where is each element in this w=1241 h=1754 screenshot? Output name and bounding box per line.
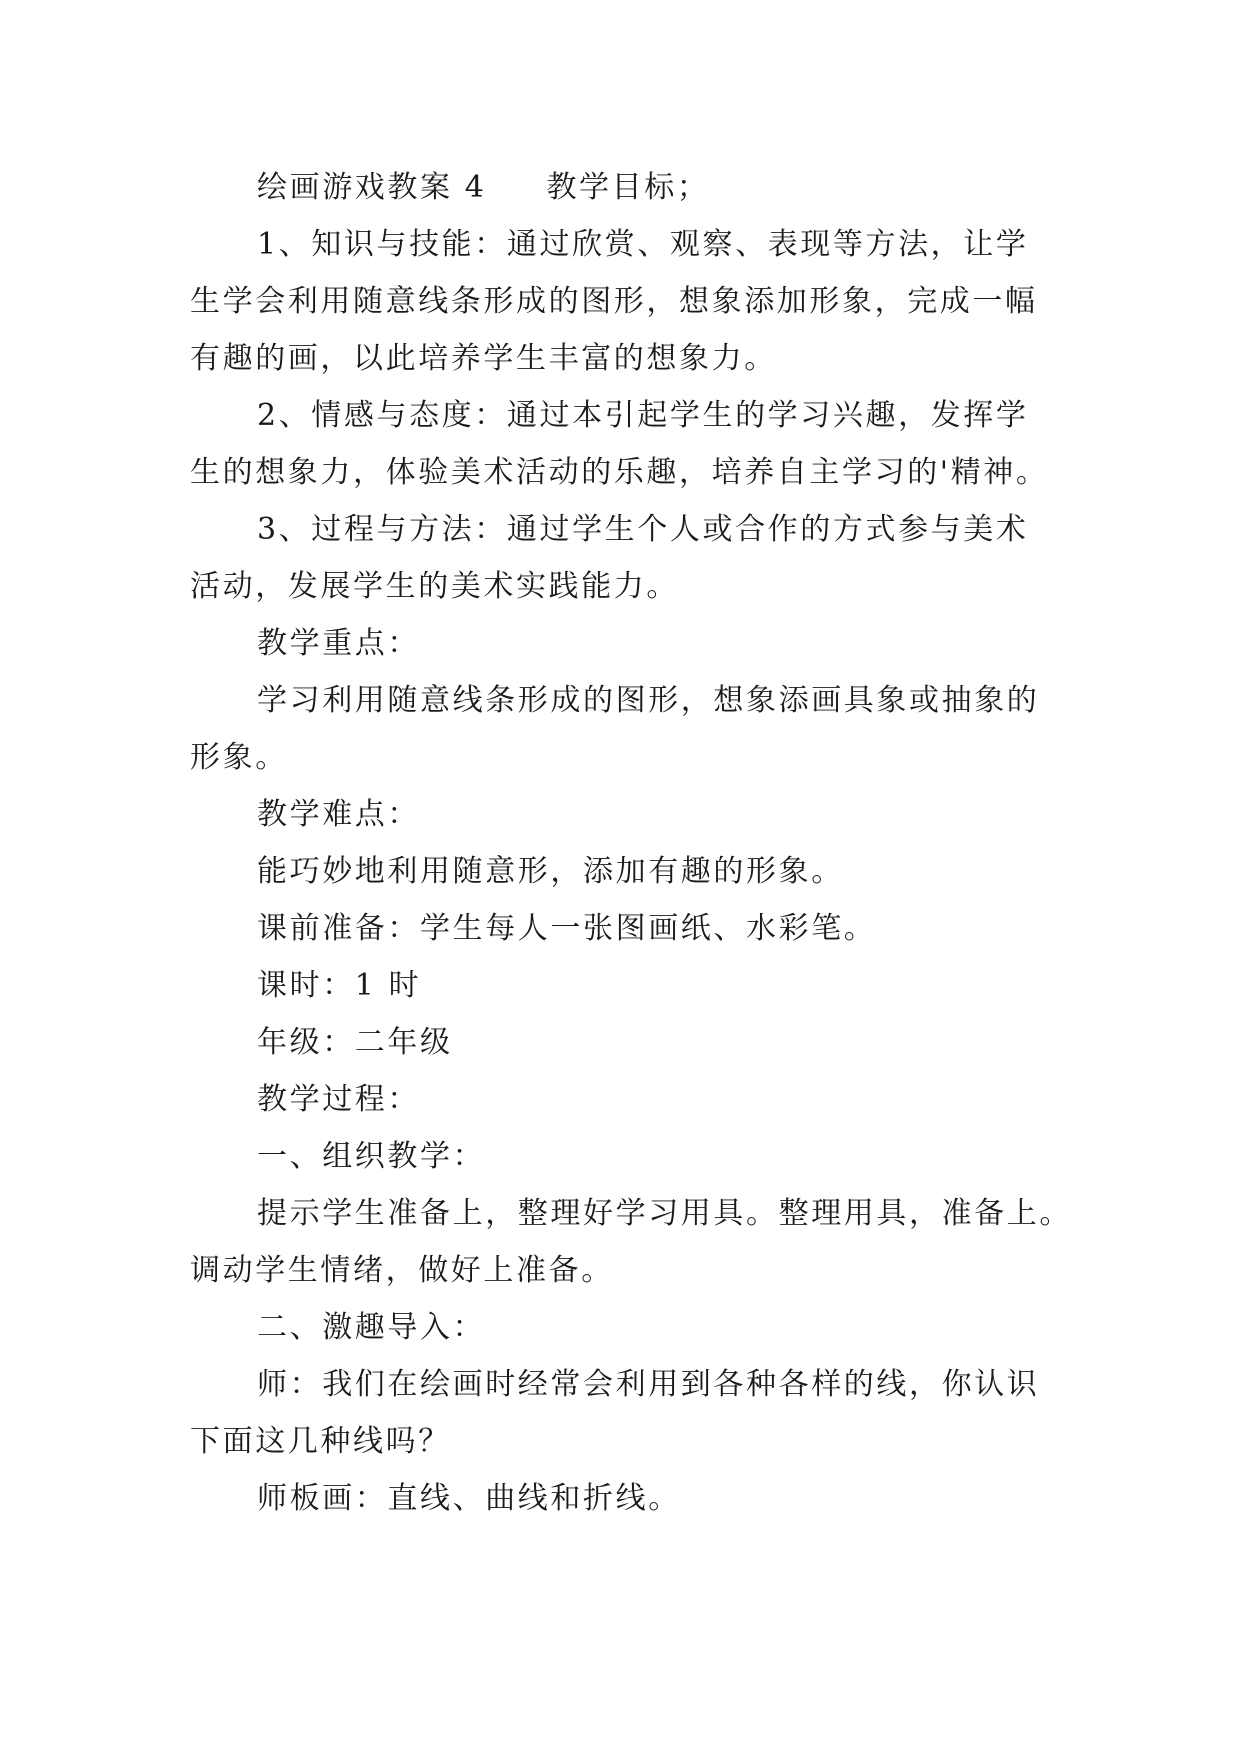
document-title: 绘画游戏教案 4 <box>257 170 487 205</box>
objective2-line1: 2、情感与态度：通过本引起学生的学习兴趣，发挥学 <box>257 398 1029 433</box>
objective3-line2: 活动，发展学生的美术实践能力。 <box>190 569 679 604</box>
section1-heading: 一、组织教学： <box>257 1139 486 1174</box>
title-line <box>257 168 1137 208</box>
class-hours-text: 课时：1 时 <box>257 968 422 1003</box>
difficulty-heading: 教学难点： <box>257 797 420 832</box>
difficulty-text: 能巧妙地利用随意形，添加有趣的形象。 <box>257 854 844 889</box>
section2-line2: 下面这几种线吗？ <box>190 1424 451 1459</box>
section2-line1: 师：我们在绘画时经常会利用到各种各样的线，你认识 <box>257 1367 1040 1402</box>
key-point-line2: 形象。 <box>190 740 288 775</box>
section1-line2: 调动学生情绪，做好上准备。 <box>190 1253 614 1288</box>
section1-line1: 提示学生准备上，整理好学习用具。整理用具，准备上。 <box>257 1196 1072 1231</box>
objectives-heading: 教学目标； <box>546 170 710 205</box>
section2-heading: 二、激趣导入： <box>257 1310 486 1345</box>
key-point-line1: 学习利用随意线条形成的图形，想象添画具象或抽象的 <box>257 683 1040 718</box>
preparation-text: 课前准备：学生每人一张图画纸、水彩笔。 <box>257 911 877 946</box>
objective1-line1: 1、知识与技能：通过欣赏、观察、表现等方法，让学 <box>257 227 1029 262</box>
grade-text: 年级：二年级 <box>257 1025 453 1060</box>
process-heading: 教学过程： <box>257 1082 420 1117</box>
objective1-line2: 生学会利用随意线条形成的图形，想象添加形象，完成一幅 <box>190 284 1038 319</box>
key-point-heading: 教学重点： <box>257 626 420 661</box>
section2-board-text: 师板画：直线、曲线和折线。 <box>257 1481 681 1516</box>
objective2-line2: 生的想象力，体验美术活动的乐趣，培养自主学习的'精神。 <box>190 455 1049 490</box>
objective3-line1: 3、过程与方法：通过学生个人或合作的方式参与美术 <box>257 512 1029 547</box>
objective1-line3: 有趣的画，以此培养学生丰富的想象力。 <box>190 341 777 376</box>
